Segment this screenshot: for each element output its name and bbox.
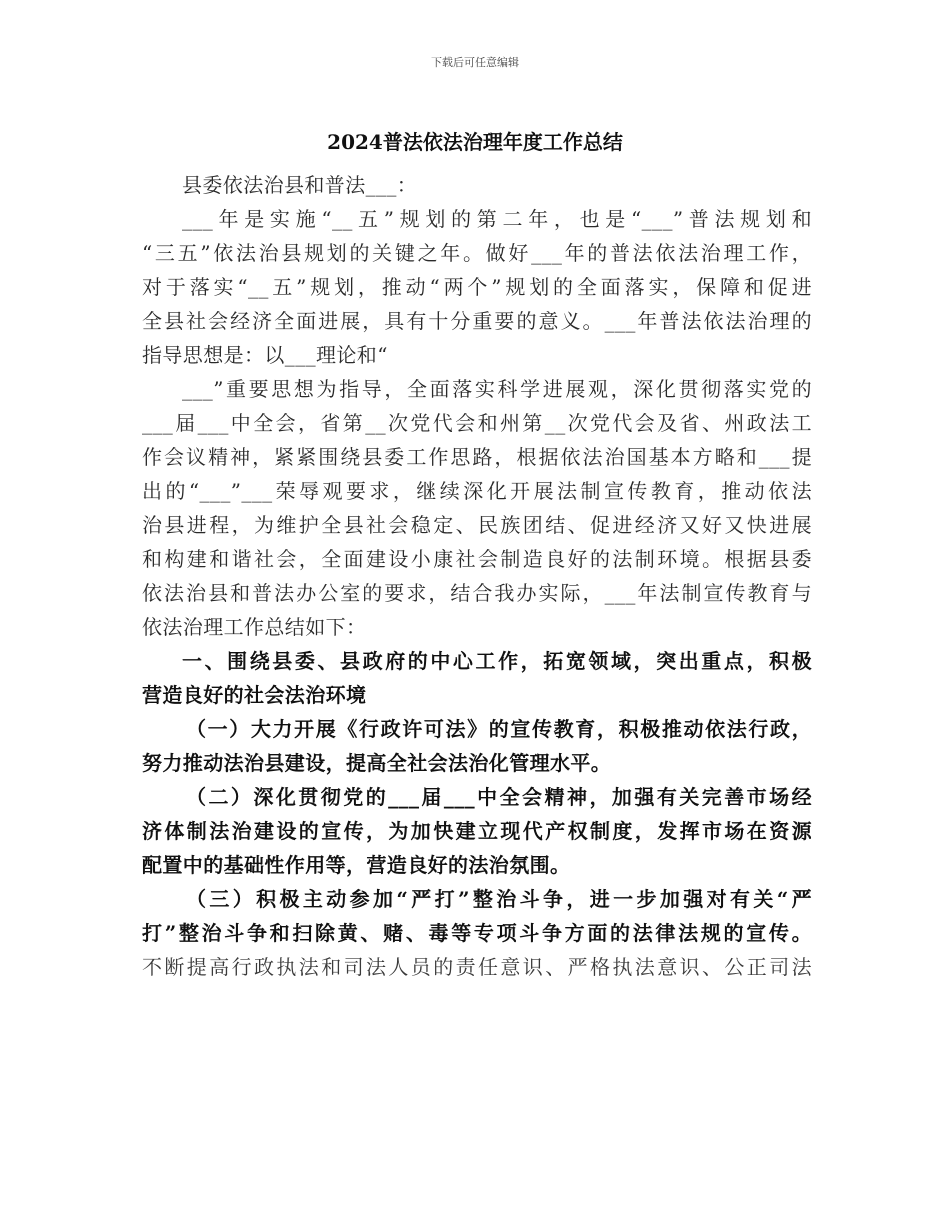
body-line: 依法治理工作总结如下：	[142, 615, 367, 639]
body-line: ___”重要思想为指导，全面落实科学进展观，深化贯彻落实党的	[182, 377, 812, 401]
body-line: 治县进程，为维护全县社会稳定、民族团结、促进经济又好又快进展	[142, 513, 812, 537]
subsection-line: （二）深化贯彻党的___届___中全会精神，加强有关完善市场经	[186, 785, 812, 809]
subsection-line: 打”整治斗争和扫除黄、赌、毒等专项斗争方面的法律法规的宣传。	[142, 921, 812, 945]
subsection-line: 济体制法治建设的宣传，为加快建立现代产权制度，发挥市场在资源	[142, 819, 812, 843]
subsection-line: 努力推动法治县建设，提高全社会法治化管理水平。	[142, 751, 612, 775]
document-title: 2024普法依法治理年度工作总结	[327, 130, 623, 154]
section-heading-line: 营造良好的社会法治环境	[142, 683, 367, 707]
body-line: “三五”依法治县规划的关键之年。做好___年的普法依法治理工作，	[142, 241, 812, 265]
body-line: ___届___中全会，省第__次党代会和州第__次党代会及省、州政法工	[142, 411, 812, 435]
body-line: 县委依法治县和普法___：	[182, 173, 418, 197]
document-body	[142, 168, 812, 984]
body-line: 和构建和谐社会，全面建设小康社会制造良好的法制环境。根据县委	[142, 547, 812, 571]
section-heading-line: 一、围绕县委、县政府的中心工作，拓宽领域，突出重点，积极	[182, 649, 812, 673]
body-line: 依法治县和普法办公室的要求，结合我办实际，___年法制宣传教育与	[142, 581, 812, 605]
body-line: ___年是实施“__五”规划的第二年，也是“___”普法规划和	[182, 207, 812, 231]
body-line: 出的“___”___荣辱观要求，继续深化开展法制宣传教育，推动依法	[142, 479, 812, 503]
body-line: 全县社会经济全面进展，具有十分重要的意义。___年普法依法治理的	[142, 309, 812, 333]
header-note: 下载后可任意编辑	[431, 56, 519, 69]
body-line: 作会议精神，紧紧围绕县委工作思路，根据依法治国基本方略和___提	[142, 445, 812, 469]
subsection-line: （一）大力开展《行政许可法》的宣传教育，积极推动依法行政，	[186, 717, 812, 741]
body-line: 指导思想是：以___理论和“	[142, 343, 388, 367]
body-line: 对于落实“__五”规划，推动“两个”规划的全面落实，保障和促进	[142, 275, 812, 299]
subsection-line: 配置中的基础性作用等，营造良好的法治氛围。	[142, 853, 571, 877]
body-line: 不断提高行政执法和司法人员的责任意识、严格执法意识、公正司法	[142, 955, 812, 979]
subsection-line: （三）积极主动参加“严打”整治斗争，进一步加强对有关“严	[186, 887, 812, 911]
